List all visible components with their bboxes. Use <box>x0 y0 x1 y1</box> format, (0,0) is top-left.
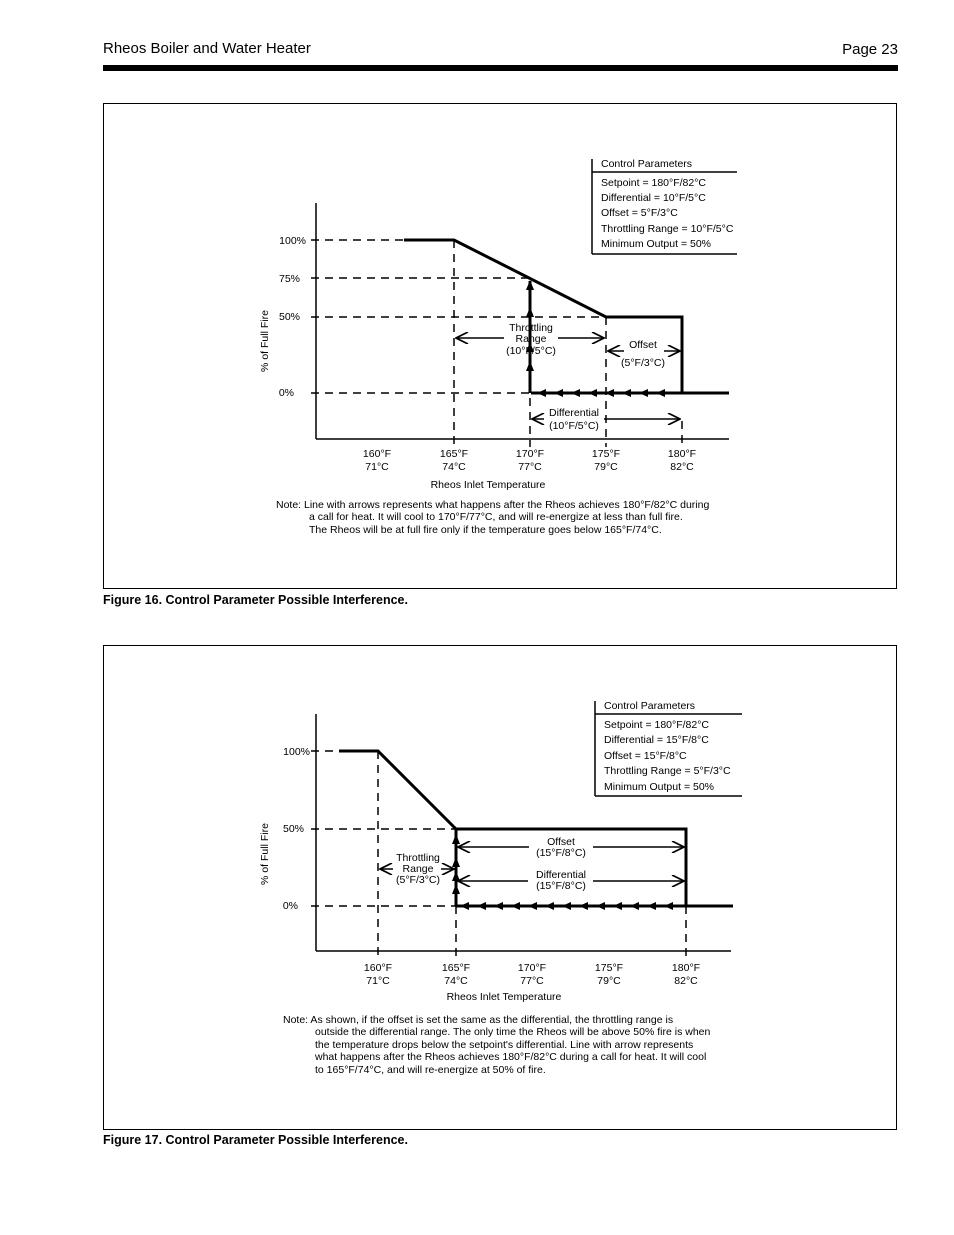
x-tick-c: 71°C <box>366 975 390 987</box>
differential-label-2: (15°F/8°C) <box>536 880 586 892</box>
x-tick-c: 77°C <box>518 461 542 473</box>
y-tick-0: 0% <box>278 387 294 399</box>
x-ticks <box>364 962 700 987</box>
throttling-label-3: (5°F/3°C) <box>396 874 440 886</box>
note-line-2: a call for heat. It will cool to 170°F/77°C, and will re-energize at less than full fire. <box>309 511 683 523</box>
throttling-label-1: Throttling <box>396 852 440 864</box>
offset-label-1: Offset <box>629 339 657 351</box>
note-line-4: what happens after the Rheos achieves 180°F/82°C during a call for heat. It will cool <box>315 1051 707 1063</box>
throttling-label-2: Range <box>402 863 434 875</box>
x-tick-c: 79°C <box>597 975 621 987</box>
note-line-2: outside the differential range. The only time the Rheos will be above 50% fire is when <box>315 1026 711 1038</box>
figure-16-frame <box>103 103 897 589</box>
x-tick-c: 74°C <box>442 461 466 473</box>
throttling-label-2: Range <box>515 333 547 345</box>
x-tick-c: 74°C <box>444 975 468 987</box>
note-line-1: Note: Line with arrows represents what happens after the Rheos achieves 180°F/82°C during <box>276 499 710 511</box>
param-throttling: Throttling Range = 10°F/5°C <box>601 223 734 235</box>
x-axis-title: Rheos Inlet Temperature <box>430 479 546 491</box>
figure-16-diagram <box>104 104 898 590</box>
differential-label-1: Differential <box>549 407 599 419</box>
y-tick-50: 50% <box>278 311 300 323</box>
x-tick-c: 77°C <box>520 975 544 987</box>
note-line-3: The Rheos will be at full fire only if the temperature goes below 165°F/74°C. <box>309 524 662 536</box>
params-title: Control Parameters <box>604 700 696 712</box>
offset-label-1: Offset <box>547 836 575 848</box>
page-header-title: Rheos Boiler and Water Heater <box>103 40 311 57</box>
figure-16-caption: Figure 16. Control Parameter Possible Interference. <box>103 593 408 607</box>
x-tick-f: 165°F <box>441 962 471 974</box>
throttling-label-3: (10°F/5°C) <box>506 345 556 357</box>
differential-label-2: (10°F/5°C) <box>549 420 599 432</box>
x-tick-f: 180°F <box>671 962 701 974</box>
param-offset: Offset = 15°F/8°C <box>604 750 687 762</box>
x-tick-f: 180°F <box>667 448 697 460</box>
x-axis-title: Rheos Inlet Temperature <box>446 991 562 1003</box>
param-offset: Offset = 5°F/3°C <box>601 207 678 219</box>
x-tick-f: 170°F <box>517 962 547 974</box>
differential-label-1: Differential <box>536 869 586 881</box>
x-tick-f: 175°F <box>594 962 624 974</box>
figure-17-diagram <box>104 646 898 1131</box>
x-tick-f: 160°F <box>362 448 392 460</box>
param-setpoint: Setpoint = 180°F/82°C <box>601 177 707 189</box>
control-parameters-box <box>595 700 742 796</box>
header-rule <box>103 65 898 71</box>
param-min-output: Minimum Output = 50% <box>604 781 715 793</box>
y-tick-100: 100% <box>283 746 310 758</box>
x-tick-c: 79°C <box>594 461 618 473</box>
param-min-output: Minimum Output = 50% <box>601 238 712 250</box>
offset-label-2: (5°F/3°C) <box>621 357 665 369</box>
y-axis-title: % of Full Fire <box>259 823 271 885</box>
figure-17-frame <box>103 645 897 1130</box>
y-tick-50: 50% <box>282 823 304 835</box>
x-ticks <box>363 448 696 473</box>
param-differential: Differential = 10°F/5°C <box>601 192 706 204</box>
params-title: Control Parameters <box>601 158 693 170</box>
note-line-1: Note: As shown, if the offset is set the same as the differential, the throttling range is <box>283 1014 674 1026</box>
y-axis-title: % of Full Fire <box>259 310 271 372</box>
page-number: Page 23 <box>842 41 898 58</box>
y-tick-100: 100% <box>279 235 306 247</box>
throttling-label-1: Throttling <box>509 322 553 334</box>
offset-label-2: (15°F/8°C) <box>536 847 586 859</box>
param-throttling: Throttling Range = 5°F/3°C <box>604 765 731 777</box>
x-tick-f: 160°F <box>363 962 393 974</box>
note-line-3: the temperature drops below the setpoint's differential. Line with arrow represents <box>315 1039 694 1051</box>
figure-17-caption: Figure 17. Control Parameter Possible Interference. <box>103 1133 408 1147</box>
x-tick-c: 82°C <box>670 461 694 473</box>
control-parameters-box <box>592 158 737 254</box>
y-tick-0: 0% <box>282 900 298 912</box>
param-setpoint: Setpoint = 180°F/82°C <box>604 719 710 731</box>
dashed-guides <box>311 240 682 447</box>
y-tick-75: 75% <box>278 273 300 285</box>
x-tick-f: 170°F <box>515 448 545 460</box>
x-tick-c: 82°C <box>674 975 698 987</box>
x-tick-c: 71°C <box>365 461 389 473</box>
note-line-5: to 165°F/74°C, and will re-energize at 50% of fire. <box>315 1064 546 1076</box>
x-tick-f: 165°F <box>439 448 469 460</box>
x-tick-f: 175°F <box>591 448 621 460</box>
param-differential: Differential = 15°F/8°C <box>604 734 709 746</box>
